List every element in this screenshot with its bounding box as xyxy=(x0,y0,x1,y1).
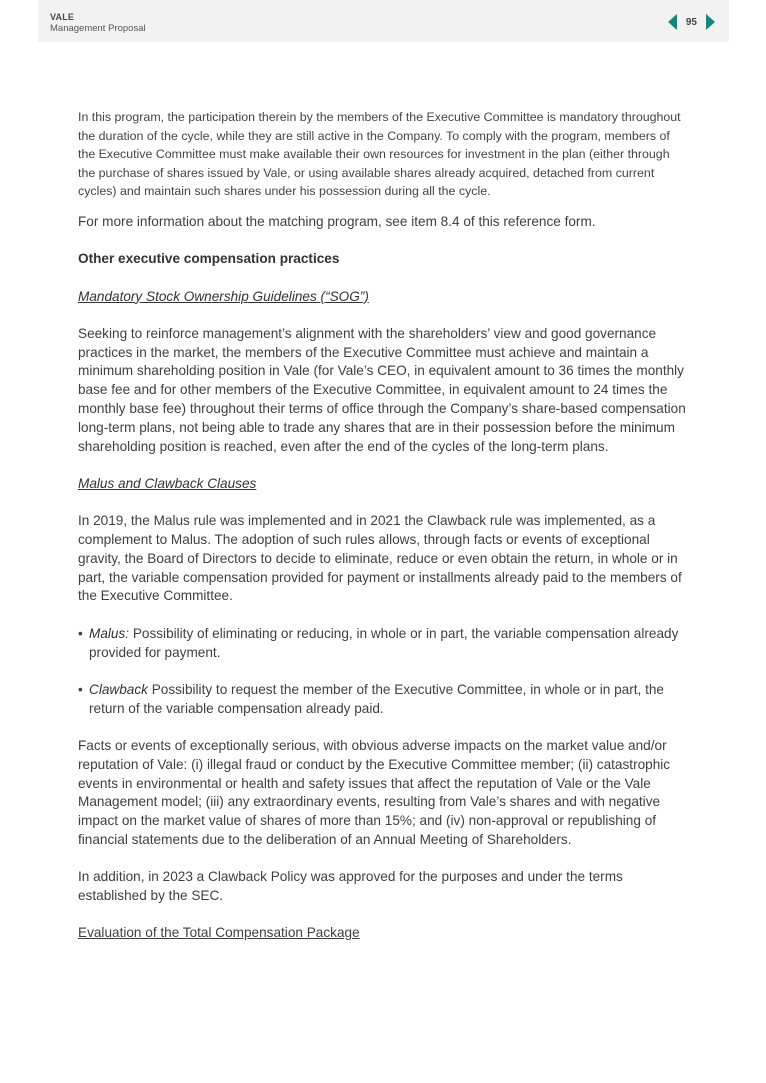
previous-page-icon[interactable] xyxy=(668,14,677,30)
document-body xyxy=(78,108,690,962)
page-number: 95 xyxy=(685,16,697,28)
list-item xyxy=(78,625,690,663)
bullet-term: Clawback xyxy=(89,681,148,697)
malus-clawback-heading: Malus and Clawback Clauses xyxy=(78,475,257,491)
bullet-text: Possibility to request the member of the Executive Committee, in whole or in part, the return of the variable compensation already paid. xyxy=(89,681,664,716)
document-name: Management Proposal xyxy=(50,23,146,34)
list-item xyxy=(78,681,690,719)
facts-paragraph: Facts or events of exceptionally serious, with obvious adverse impacts on the market value and/or reputation of Vale: (i) illegal fraud or conduct by the Executive Committee member; (ii) catastrophic events in environmental or health and safety issues that affect the reputation of Vale or the Vale Management model; (iii) any extraordinary events, resulting from Vale’s shares and with negative impact on the market value of shares of more than 15%; and (iv) non-approval or republishing of financial statements due to the deliberation of an Annual Meeting of Shareholders. xyxy=(78,737,671,847)
clawback-policy-paragraph: In addition, in 2023 a Clawback Policy was approved for the purposes and under the terms established by the SEC. xyxy=(78,869,623,903)
section-heading: Other executive compensation practices xyxy=(78,251,340,267)
bullet-text: Possibility of eliminating or reducing, in whole or in part, the variable compensation already provided for payment. xyxy=(89,625,679,660)
brand-name: VALE xyxy=(50,12,75,22)
malus-paragraph: In 2019, the Malus rule was implemented and in 2021 the Clawback rule was implemented, as a complement to Malus. The adoption of such rules allows, through facts or events of exceptional gravity, the Board of Directors to decide to eliminate, reduce or even obtain the return, in whole or in part, the variable compensation provided for payment or installments already paid to the members of the Executive Committee. xyxy=(78,513,682,604)
evaluation-heading: Evaluation of the Total Compensation Package xyxy=(78,925,360,941)
bullet-marker: • xyxy=(78,681,83,697)
sog-heading: Mandatory Stock Ownership Guidelines (“SOG”) xyxy=(78,288,369,304)
bullet-term: Malus: xyxy=(89,625,130,641)
page-header xyxy=(38,0,729,42)
bullet-marker: • xyxy=(78,625,83,641)
intro-paragraph: In this program, the participation therein by the members of the Executive Committee is mandatory throughout the duration of the cycle, while they are still active in the Company. To comply with the program, members of the Executive Committee must make available their own resources for investment in the plan (either through the purchase of shares issued by Vale, or using available shares already acquired, detached from current cycles) and maintain such shares under his possession during all the cycle. xyxy=(78,110,681,199)
next-page-icon[interactable] xyxy=(706,14,715,30)
matching-info-paragraph: For more information about the matching program, see item 8.4 of this reference form. xyxy=(78,213,596,229)
page-navigation xyxy=(668,14,715,30)
sog-paragraph: Seeking to reinforce management’s alignment with the shareholders’ view and good governance practices in the market, the members of the Executive Committee must achieve and maintain a minimum shareholding position in Vale (for Vale’s CEO, in equivalent amount to 36 times the monthly base fee and for other members of the Executive Committee, in equivalent amount to 24 times the monthly base fee) throughout their terms of office through the Company’s share-based compensation long-term plans, not being able to trade any shares that are in their possession before the minimum shareholding position is reached, even after the end of the cycles of the long-term plans. xyxy=(78,325,686,454)
